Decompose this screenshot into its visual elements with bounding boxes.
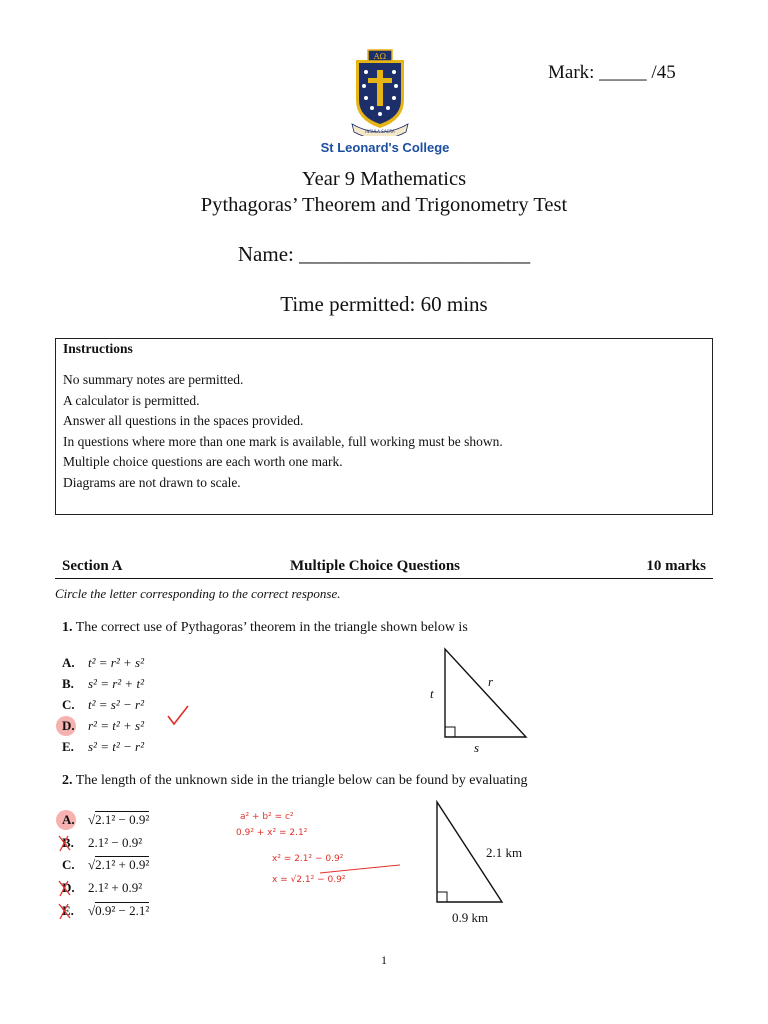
mark-total-field: Mark: _____ /45 bbox=[548, 62, 676, 83]
instructions-heading: Instructions bbox=[63, 341, 133, 356]
college-crest-logo bbox=[350, 48, 410, 136]
question-number: 1. bbox=[62, 620, 73, 635]
option-expression: 2.1² − 0.9² bbox=[95, 812, 150, 827]
question-number: 2. bbox=[62, 773, 73, 788]
option-expression: 0.9² − 2.1² bbox=[95, 903, 150, 918]
question-text: The correct use of Pythagoras’ theorem in the triangle shown below is bbox=[75, 620, 468, 635]
option-expression: t² = s² − r² bbox=[88, 697, 144, 712]
handwritten-underline-icon bbox=[318, 863, 404, 877]
page-number: 1 bbox=[381, 953, 387, 967]
option-expression: r² = t² + s² bbox=[88, 718, 144, 733]
triangle-side-t: t bbox=[430, 686, 434, 701]
question-2-prompt bbox=[62, 773, 528, 789]
option-letter: E. bbox=[62, 903, 74, 918]
section-marks: 10 marks bbox=[646, 558, 706, 574]
option-letter: E. bbox=[62, 739, 74, 754]
option-e[interactable] bbox=[62, 739, 144, 755]
college-name: St Leonard's College bbox=[320, 140, 450, 155]
test-title-line1: Year 9 Mathematics bbox=[301, 168, 467, 190]
handwritten-working-line: x = √2.1² − 0.9² bbox=[272, 875, 346, 885]
instruction-line: Diagrams are not drawn to scale. bbox=[63, 475, 241, 490]
option-letter: D. bbox=[62, 880, 75, 895]
instructions-box bbox=[55, 338, 713, 515]
checkmark-icon bbox=[166, 704, 190, 728]
sqrt-icon: √ bbox=[88, 857, 96, 872]
section-title: Multiple Choice Questions bbox=[290, 558, 461, 574]
option-expression: s² = t² − r² bbox=[88, 739, 144, 754]
svg-text:ΑΩ: ΑΩ bbox=[373, 52, 387, 61]
option-b[interactable] bbox=[62, 676, 144, 692]
question-1-prompt bbox=[62, 620, 468, 636]
instruction-line: No summary notes are permitted. bbox=[63, 372, 244, 387]
instruction-line: In questions where more than one mark is available, full working must be shown. bbox=[63, 434, 503, 449]
option-expression: 2.1² + 0.9² bbox=[88, 880, 143, 895]
triangle-side-s: s bbox=[474, 740, 480, 755]
option-letter: D. bbox=[62, 718, 75, 733]
test-title-line2: Pythagoras’ Theorem and Trigonometry Test bbox=[200, 194, 568, 216]
option-a[interactable] bbox=[62, 655, 144, 671]
option-letter: A. bbox=[62, 812, 75, 827]
option-expression: 2.1² + 0.9² bbox=[95, 857, 150, 872]
triangle-base-label: 0.9 km bbox=[452, 910, 489, 925]
handwritten-working-line: a² + b² = c² bbox=[240, 812, 294, 822]
section-name: Section A bbox=[62, 558, 123, 574]
option-letter: A. bbox=[62, 655, 75, 670]
option-letter: C. bbox=[62, 697, 75, 712]
cross-out-marks-icon bbox=[56, 832, 80, 926]
student-name-field: Name: ______________________ bbox=[237, 242, 531, 266]
triangle-side-r: r bbox=[488, 674, 494, 689]
crest-motto: INSULA SACRA bbox=[365, 129, 395, 134]
section-note: Circle the letter corresponding to the correct response. bbox=[55, 586, 341, 601]
handwritten-working-line: x² = 2.1² − 0.9² bbox=[272, 854, 344, 864]
instruction-line: Multiple choice questions are each worth one mark. bbox=[63, 454, 343, 469]
option-c[interactable] bbox=[62, 697, 144, 713]
option-expression: t² = r² + s² bbox=[88, 655, 144, 670]
sqrt-icon: √ bbox=[88, 812, 96, 827]
option-d[interactable] bbox=[62, 718, 144, 734]
option-a[interactable] bbox=[62, 812, 149, 828]
question-text: The length of the unknown side in the triangle below can be found by evaluating bbox=[75, 773, 528, 788]
instruction-line: Answer all questions in the spaces provided. bbox=[63, 413, 304, 428]
option-letter: C. bbox=[62, 857, 75, 872]
handwritten-working-line: 0.9² + x² = 2.1² bbox=[236, 828, 308, 838]
option-letter: B. bbox=[62, 835, 74, 850]
instruction-line: A calculator is permitted. bbox=[63, 393, 200, 408]
option-expression: s² = r² + t² bbox=[88, 676, 144, 691]
sqrt-icon: √ bbox=[88, 903, 96, 918]
section-header bbox=[55, 558, 713, 579]
time-permitted: Time permitted: 60 mins bbox=[280, 292, 488, 316]
option-letter: B. bbox=[62, 676, 74, 691]
option-expression: 2.1² − 0.9² bbox=[88, 835, 143, 850]
triangle-hypotenuse-label: 2.1 km bbox=[486, 845, 523, 860]
